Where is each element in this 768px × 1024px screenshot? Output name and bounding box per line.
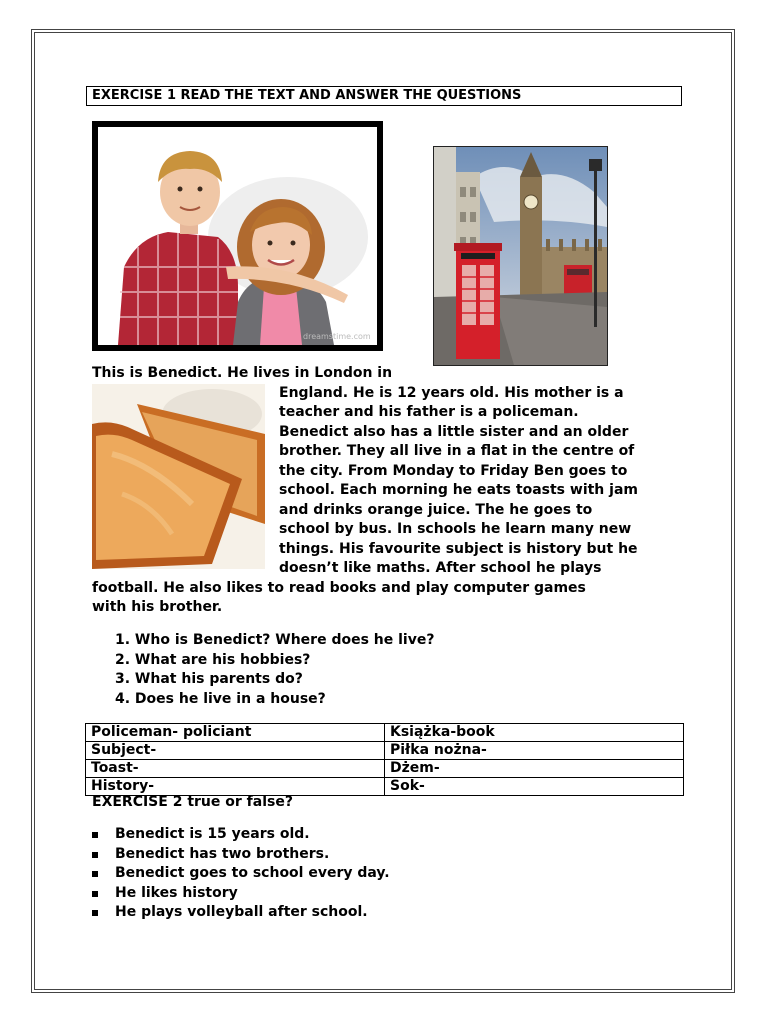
vocab-cell: Książka-book [385, 724, 684, 742]
passage-line-4: Benedict also has a little sister and an older [279, 424, 629, 440]
statement-text: Benedict has two brothers. [115, 845, 330, 862]
kids-illustration [98, 127, 377, 345]
statement-text: Benedict is 15 years old. [115, 826, 310, 842]
table-row [86, 778, 684, 796]
passage-line-5: brother. They all live in a flat in the centre of [279, 443, 635, 459]
vocab-cell: Toast- [86, 760, 385, 778]
questions-list [115, 631, 434, 709]
toast-illustration [92, 384, 265, 569]
exercise2-title: EXERCISE 2 true or false? [92, 794, 293, 810]
passage-line-1: This is Benedict. He lives in London in [92, 365, 393, 381]
list-item [92, 903, 390, 923]
question-item: 3. What his parents do? [115, 671, 303, 687]
bullet-square-icon [92, 891, 98, 897]
question-item: 1. Who is Benedict? Where does he live? [115, 632, 435, 648]
passage-line-9: school by bus. In schools he learn many new [279, 521, 632, 537]
passage-line-12: football. He also likes to read books and play computer games [92, 580, 586, 596]
vocab-cell: Subject- [86, 742, 385, 760]
passage-line-6: the city. From Monday to Friday Ben goes to [279, 463, 628, 479]
statement-text: Benedict goes to school every day. [115, 865, 390, 881]
vocab-cell: Piłka nożna- [385, 742, 684, 760]
passage-line-8: and drinks orange juice. The he goes to [279, 502, 593, 518]
vocab-cell: Sok- [385, 778, 684, 796]
list-item [92, 864, 390, 884]
london-illustration [434, 147, 607, 365]
list-item [92, 825, 390, 845]
list-item [92, 884, 390, 904]
table-row [86, 760, 684, 778]
table-row [86, 742, 684, 760]
question-item: 2. What are his hobbies? [115, 651, 311, 668]
london-photo [433, 146, 608, 366]
true-false-list [92, 825, 390, 923]
passage-line-3: teacher and his father is a policeman. [279, 404, 579, 420]
table-row [86, 724, 684, 742]
bullet-square-icon [92, 832, 98, 838]
kids-photo [92, 121, 383, 351]
exercise1-title: EXERCISE 1 READ THE TEXT AND ANSWER THE QUESTIONS [86, 86, 682, 106]
toast-photo [92, 384, 265, 569]
watermark-text: dreamstime.com [303, 332, 371, 341]
passage-line-13: with his brother. [92, 599, 223, 615]
vocab-cell: History- [86, 778, 385, 796]
list-item [92, 845, 390, 865]
passage-line-10: things. His favourite subject is history but he [279, 541, 638, 557]
passage-line-11: doesn’t like maths. After school he plays [279, 560, 602, 576]
statement-text: He plays volleyball after school. [115, 904, 368, 920]
vocab-cell: Dżem- [385, 760, 684, 778]
vocab-cell: Policeman- policiant [86, 724, 385, 742]
bullet-square-icon [92, 910, 98, 916]
question-item: 4. Does he live in a house? [115, 690, 326, 707]
passage-line-7: school. Each morning he eats toasts with jam [279, 482, 638, 498]
statement-text: He likes history [115, 884, 238, 901]
vocabulary-table [85, 723, 684, 796]
bullet-square-icon [92, 852, 98, 858]
passage-line-2: England. He is 12 years old. His mother is a [279, 385, 624, 401]
bullet-square-icon [92, 871, 98, 877]
